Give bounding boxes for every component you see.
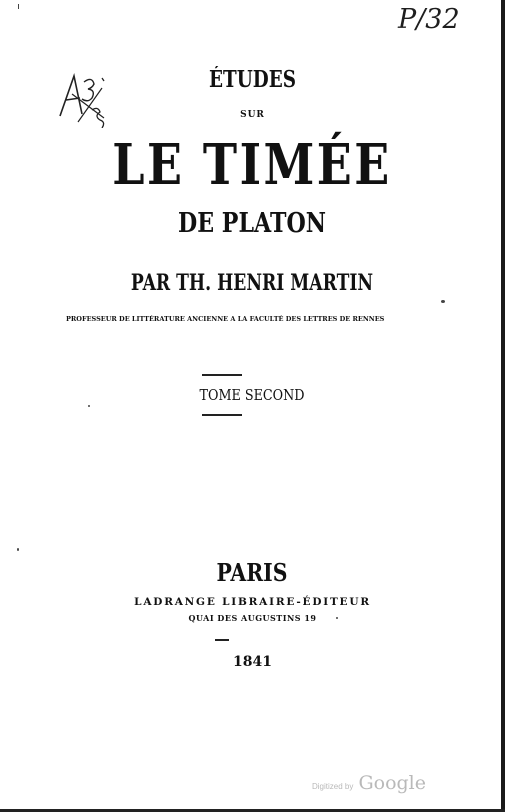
main-title: LE TIMÉE bbox=[112, 132, 392, 198]
google-logo: Google bbox=[358, 772, 426, 794]
heading-etudes: ÉTUDES bbox=[208, 66, 297, 93]
imprint-address: QUAI DES AUGUSTINS 19 bbox=[188, 613, 317, 623]
ink-speck bbox=[336, 617, 338, 619]
divider-imprint bbox=[215, 639, 229, 641]
volume-label: TOME SECOND bbox=[199, 386, 305, 404]
author-line: PAR TH. HENRI MARTIN bbox=[130, 270, 374, 296]
divider-bottom bbox=[202, 414, 242, 416]
shelfmark-annotation: P/32 bbox=[398, 4, 460, 35]
divider-top bbox=[202, 374, 242, 376]
subtitle: DE PLATON bbox=[178, 208, 326, 239]
google-watermark bbox=[312, 772, 426, 794]
page-edge-right bbox=[501, 0, 505, 812]
author-affiliation: PROFESSEUR DE LITTÉRATURE ANCIENNE A LA FACULTÉ DES LETTRES DE RENNES bbox=[66, 315, 385, 323]
watermark-prefix: Digitized by bbox=[312, 782, 354, 791]
heading-sur: SUR bbox=[240, 110, 265, 120]
ink-speck bbox=[18, 4, 19, 9]
imprint-city: PARIS bbox=[216, 558, 288, 587]
ink-speck bbox=[17, 548, 19, 551]
ink-speck bbox=[88, 405, 90, 407]
imprint-publisher: LADRANGE LIBRAIRE-ÉDITEUR bbox=[134, 596, 371, 608]
ink-speck bbox=[441, 300, 445, 303]
imprint-year: 1841 bbox=[233, 654, 272, 670]
